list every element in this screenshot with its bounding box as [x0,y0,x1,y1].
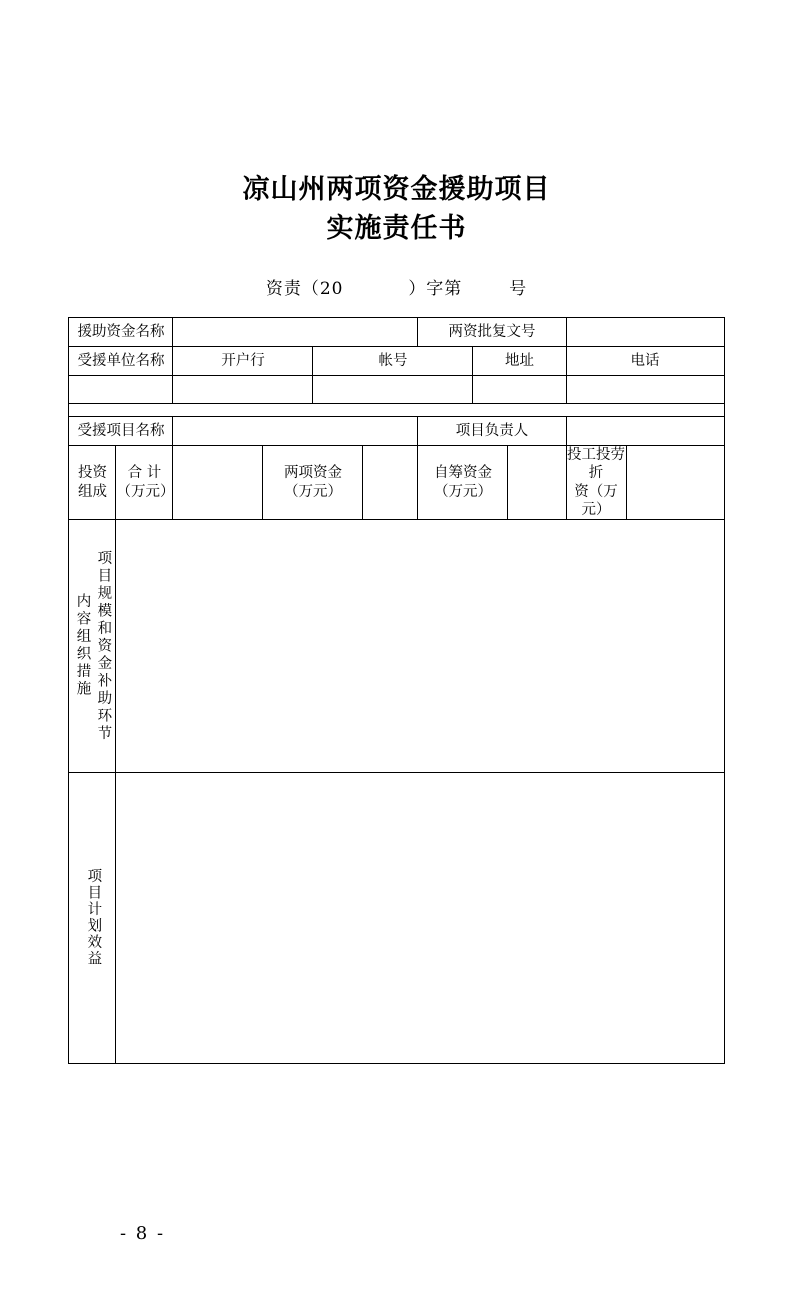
labor-label: 投工投劳折 资（万元） [567,447,625,518]
table-row [69,772,724,1063]
project-benefit-label-text: 项目计划效益 [85,868,102,968]
approval-doc-value[interactable] [566,318,724,347]
fund-name-value[interactable] [173,318,418,347]
page-title [0,170,793,248]
table-row [69,417,724,446]
responsibility-form-table [68,317,724,1064]
phone-value[interactable] [566,376,724,404]
table-row [69,376,724,404]
selfraised-label: 自筹资金 （万元） [418,446,508,520]
account-value[interactable] [313,376,473,404]
twofund-label: 两项资金 （万元） [263,446,363,520]
selfraised-value[interactable] [508,446,566,520]
fund-name-label: 援助资金名称 [69,318,173,347]
table-row [69,519,724,772]
project-scale-label-col2: 内容组织措施 [74,593,91,699]
project-scale-label-col1: 项目规模和资金补助环节 [95,549,112,743]
spacer-cell [69,404,724,417]
bank-value[interactable] [173,376,313,404]
account-label: 帐号 [313,347,473,376]
project-scale-value[interactable] [116,519,724,772]
doc-number-prefix: 资责（20 [265,279,344,300]
twofund-value[interactable] [363,446,418,520]
address-value[interactable] [473,376,566,404]
table-row [69,318,724,347]
project-benefit-value[interactable] [116,772,724,1063]
doc-number-mid: ）字第 [408,279,463,300]
title-line-2: 实施责任书 [326,213,467,245]
doc-number-suffix: 号 [509,279,528,300]
table-spacer-row [69,404,724,417]
project-name-label: 受援项目名称 [69,417,173,446]
phone-label: 电话 [566,347,724,376]
document-page [0,170,793,1292]
bank-label: 开户行 [173,347,313,376]
title-line-1: 凉山州两项资金援助项目 [242,174,551,205]
project-scale-label [69,519,116,772]
project-benefit-label [69,772,116,1063]
project-leader-value[interactable] [566,417,724,446]
labor-value[interactable] [626,446,724,520]
document-number [0,274,793,299]
table-row [69,446,724,520]
investment-composition-label: 投资 组成 [69,446,116,520]
page-number: - 8 - [120,1223,166,1244]
total-label: 合 计 （万元） [116,446,173,520]
project-name-value[interactable] [173,417,418,446]
unit-name-label: 受援单位名称 [69,347,173,376]
address-label: 地址 [473,347,566,376]
table-row [69,347,724,376]
total-value[interactable] [173,446,263,520]
project-leader-label: 项目负责人 [418,417,566,446]
unit-name-value[interactable] [69,376,173,404]
approval-doc-label: 两资批复文号 [418,318,566,347]
